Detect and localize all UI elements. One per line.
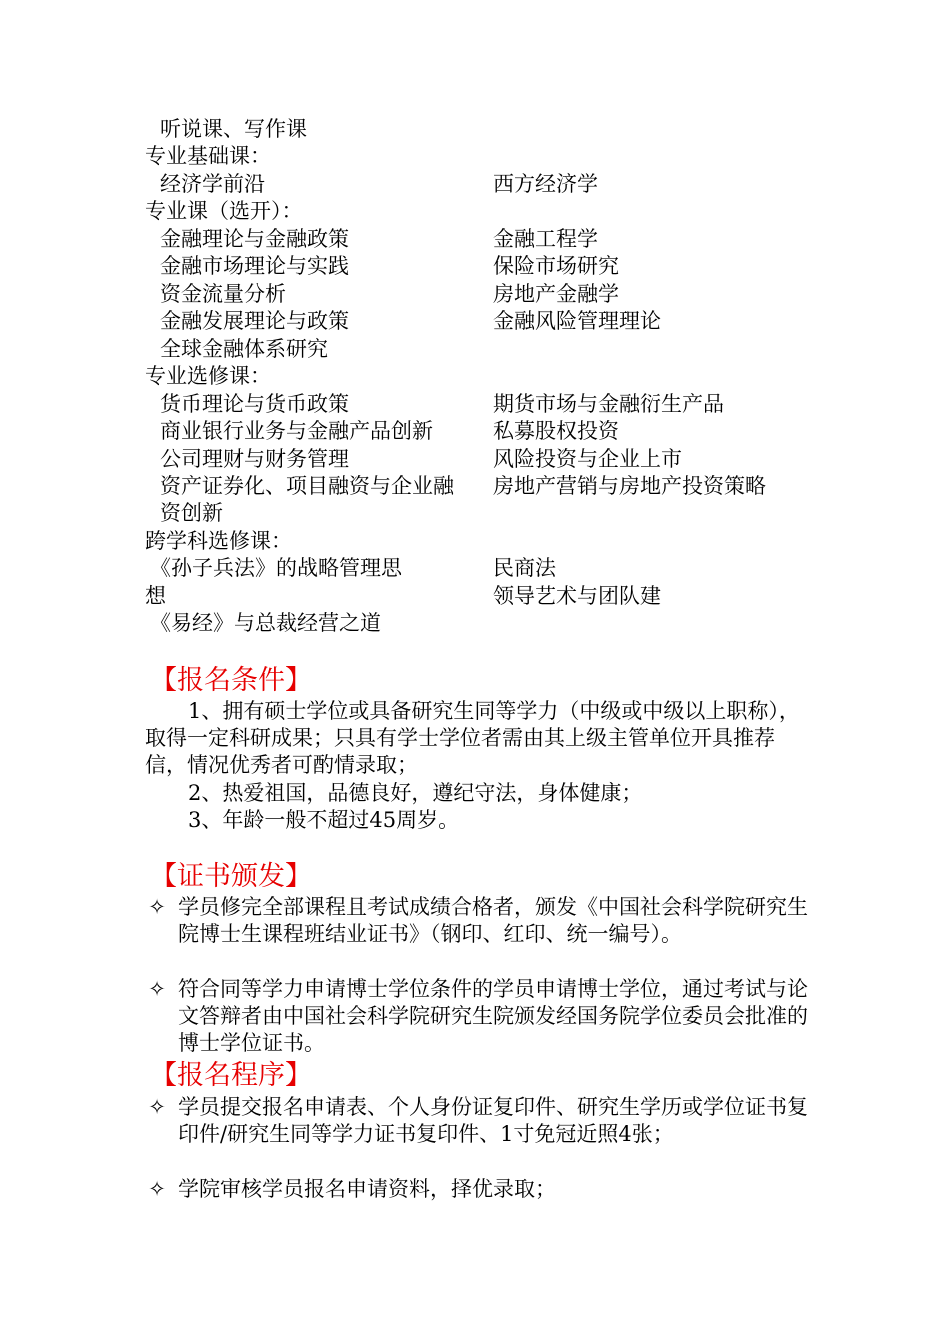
cross-heading: 跨学科选修课： [145, 529, 292, 553]
course-item: 《易经》与总裁经营之道 [150, 611, 381, 635]
course-item: 货币理论与货币政策 [160, 392, 349, 416]
course-item: 全球金融体系研究 [160, 337, 328, 361]
course-item: 保险市场研究 [493, 254, 619, 278]
certificate-item [145, 976, 810, 1057]
course-item: 民商法 [493, 556, 556, 580]
course-item: 想 [145, 584, 166, 608]
course-item: 公司理财与财务管理 [160, 447, 349, 471]
course-item: 金融市场理论与实践 [160, 254, 349, 278]
course-item: 资产证券化、项目融资与企业融 [160, 474, 454, 498]
procedure-item [145, 1176, 810, 1203]
certificate-item [145, 894, 810, 948]
course-item: 房地产金融学 [493, 282, 619, 306]
course-item: 商业银行业务与金融产品创新 [160, 419, 433, 443]
sparkle-bullet-icon: ✧ [148, 895, 166, 919]
course-item: 期货市场与金融衍生产品 [493, 392, 724, 416]
course-item: 私募股权投资 [493, 419, 619, 443]
course-item: 西方经济学 [493, 172, 598, 196]
procedure-item [145, 1094, 810, 1148]
certificate-item-text: 学员修完全部课程且考试成绩合格者，颁发《中国社会科学院研究生院博士生课程班结业证书》（钢印、红印、统一编号）。 [178, 895, 808, 946]
course-item: 领导艺术与团队建 [493, 584, 661, 608]
requirements-title: 【报名条件】 [150, 665, 312, 696]
procedure-item-text: 学院审核学员报名申请资料，择优录取； [178, 1177, 556, 1201]
certificate-item-text: 符合同等学力申请博士学位条件的学员申请博士学位，通过考试与论文答辩者由中国社会科学院研究生院颁发经国务院学位委员会批准的博士学位证书。 [178, 977, 808, 1055]
course-intro-line: 听说课、写作课 [160, 117, 307, 141]
major-heading: 专业课（选开）： [145, 199, 303, 223]
course-item: 经济学前沿 [160, 172, 265, 196]
requirement-item: 2、热爱祖国，品德良好，遵纪守法，身体健康； [188, 781, 643, 805]
elective-heading: 专业选修课： [145, 364, 271, 388]
course-item: 金融理论与金融政策 [160, 227, 349, 251]
course-item: 金融工程学 [493, 227, 598, 251]
procedure-title: 【报名程序】 [150, 1060, 312, 1091]
foundation-heading: 专业基础课： [145, 144, 271, 168]
sparkle-bullet-icon: ✧ [148, 977, 166, 1001]
sparkle-bullet-icon: ✧ [148, 1095, 166, 1119]
requirement-item: 3、年龄一般不超过45周岁。 [188, 808, 460, 832]
course-item: 风险投资与企业上市 [493, 447, 682, 471]
course-item: 金融风险管理理论 [493, 309, 661, 333]
procedure-item-text: 学员提交报名申请表、个人身份证复印件、研究生学历或学位证书复印件/研究生同等学力证书复印件、1寸免冠近照4张； [178, 1095, 808, 1146]
sparkle-bullet-icon: ✧ [148, 1177, 166, 1201]
certificate-title: 【证书颁发】 [150, 861, 312, 892]
course-item: 资创新 [160, 501, 223, 525]
course-item: 房地产营销与房地产投资策略 [493, 474, 766, 498]
course-item: 《孙子兵法》的战略管理思 [150, 556, 402, 580]
requirement-item: 1、拥有硕士学位或具备研究生同等学力（中级或中级以上职称），取得一定科研成果；只具有学士学位者需由其上级主管单位开具推荐信，情况优秀者可酌情录取； [145, 699, 800, 777]
course-item: 资金流量分析 [160, 282, 286, 306]
course-item: 金融发展理论与政策 [160, 309, 349, 333]
